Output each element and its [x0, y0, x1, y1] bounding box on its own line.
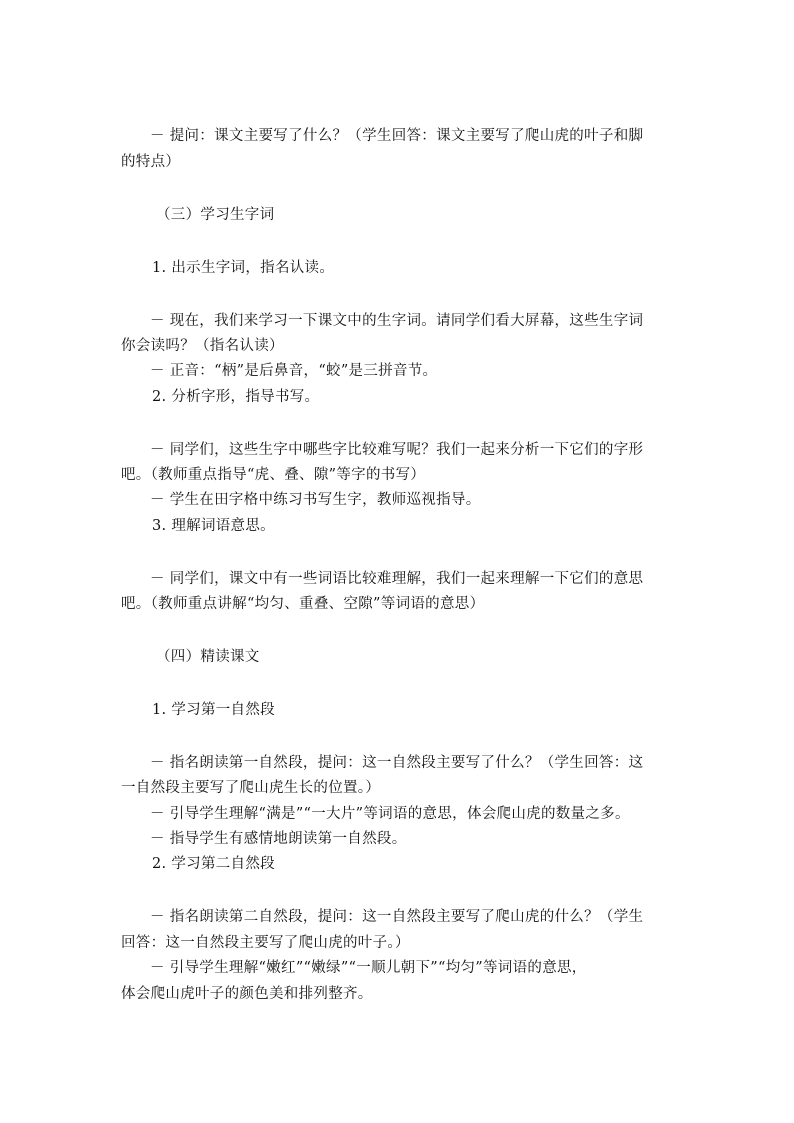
text-line: － 引导学生理解“满是”“一大片”等词语的意思，体会爬山虎的数量之多。 [150, 806, 630, 822]
text-line: 一自然段主要写了爬山虎生长的位置。） [121, 780, 381, 796]
text-line: － 指名朗读第二自然段，提问：这一自然段主要写了爬山虎的什么？（学生 [150, 909, 644, 925]
numbered-step: 3. 理解词语意思。 [152, 518, 275, 534]
section-heading: （四）精读课文 [156, 649, 260, 665]
text-line: 回答：这一自然段主要写了爬山虎的叶子。） [121, 935, 410, 951]
text-line: － 同学们，这些生字中哪些字比较难写呢？我们一起来分析一下它们的字形 [150, 442, 644, 458]
numbered-step: 2. 学习第二自然段 [152, 856, 275, 872]
text-line: － 引导学生理解“嫩红”“嫩绿”“一顺儿朝下”“均匀”等词语的意思， [150, 960, 587, 976]
text-line: 体会爬山虎叶子的颜色美和排列整齐。 [121, 986, 373, 1002]
text-line: － 提问：课文主要写了什么？（学生回答：课文主要写了爬山虎的叶子和脚 [150, 128, 644, 144]
numbered-step: 2. 分析字形，指导书写。 [152, 389, 320, 405]
text-line: 的特点） [121, 154, 181, 170]
numbered-step: 1. 学习第一自然段 [152, 702, 275, 718]
text-line: － 指导学生有感情地朗读第一自然段。 [150, 831, 407, 847]
text-line: － 同学们，课文中有一些词语比较难理解，我们一起来理解一下它们的意思 [150, 571, 644, 587]
text-line: － 现在，我们来学习一下课文中的生字词。请同学们看大屏幕，这些生字词 [150, 313, 644, 329]
numbered-step: 1. 出示生字词，指名认读。 [152, 260, 335, 276]
text-line: 吧。（教师重点讲解“均匀、重叠、空隙”等词语的意思） [121, 596, 485, 612]
text-line: － 学生在田字格中练习书写生字，教师巡视指导。 [150, 492, 481, 508]
text-line: － 正音：“柄”是后鼻音，“蛟”是三拼音节。 [150, 363, 438, 379]
text-line: 你会读吗？（指名认读） [121, 338, 284, 354]
section-heading: （三）学习生字词 [156, 207, 275, 223]
text-line: 吧。（教师重点指导“虎、叠、隙”等字的书写） [121, 467, 426, 483]
text-line: － 指名朗读第一自然段，提问：这一自然段主要写了什么？（学生回答：这 [150, 755, 644, 771]
